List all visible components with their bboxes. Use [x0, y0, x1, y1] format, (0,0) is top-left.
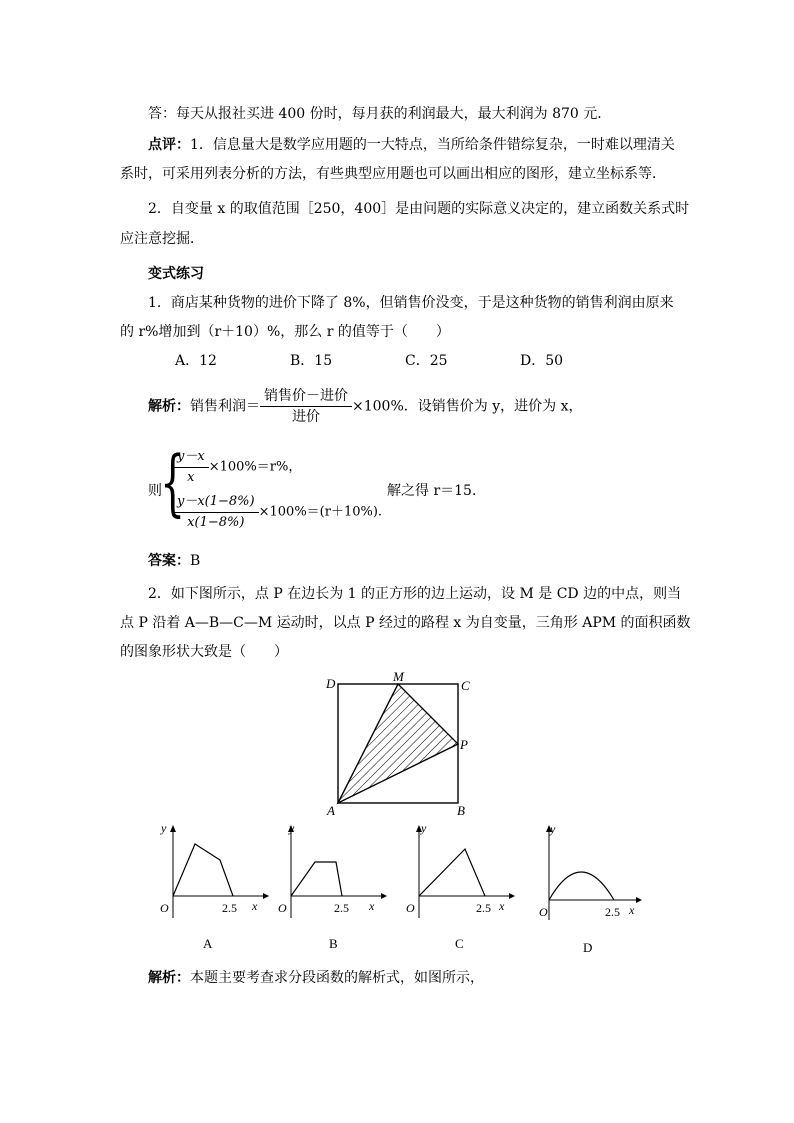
q2-stem-c: 的图象形状大致是（ ）	[120, 644, 288, 660]
triangle-apm	[338, 684, 458, 803]
q1-answer	[148, 551, 200, 571]
graph-c-label: C	[455, 936, 464, 951]
answer-value: B	[190, 553, 201, 569]
q2-stem-a: 2．如下图所示，点 P 在边长为 1 的正方形的边上运动，设 M 是 CD 边的中点，则当	[148, 586, 682, 602]
graph-b-label: B	[329, 936, 338, 951]
graph-c	[398, 820, 523, 960]
label-m: M	[393, 669, 404, 684]
graph-c-x: x	[499, 899, 505, 913]
graph-a-x: x	[252, 899, 258, 913]
graph-d-y: y	[550, 822, 556, 836]
graph-c-curve	[419, 849, 485, 896]
comment-paragraph-1b: 系时，可采用列表分析的方法，有些典型应用题也可以画出相应的图形，建立坐标系等．	[120, 166, 666, 182]
solve-text: 解之得 r＝15．	[387, 483, 486, 499]
comment-p1a-text: 1．信息量大是数学应用题的一大特点，当所给条件错综复杂，一时难以理清关	[190, 137, 675, 153]
graph-a-curve	[173, 844, 233, 896]
graph-a	[148, 820, 273, 960]
profit-fraction	[260, 386, 352, 427]
graph-b-x: x	[369, 899, 375, 913]
q1-options	[175, 351, 635, 371]
eq2-rest: ×100%＝(r＋10%).	[258, 504, 383, 520]
answer-line: 答：每天从报社买进 400 份时，每月获的利润最大，最大利润为 870 元．	[148, 106, 612, 122]
label-b: B	[457, 803, 465, 818]
q1-analysis-prefix: 销售利润＝	[190, 398, 260, 415]
graph-c-o: O	[406, 901, 415, 915]
graph-d-curve	[549, 872, 614, 900]
q2-analysis-label: 解析：	[148, 970, 190, 986]
comment-label: 点评：	[148, 137, 190, 153]
graph-c-tick: 2.5	[476, 901, 491, 915]
q1-stem-b: 的 r%增加到（r＋10）%，那么 r 的值等于（ ）	[120, 324, 450, 340]
system-brace: {	[160, 440, 186, 524]
equation-1	[173, 447, 301, 488]
eq1-rest: ×100%＝r%，	[208, 459, 302, 475]
q1-analysis	[148, 386, 582, 427]
profit-fraction-denominator: 进价	[292, 409, 320, 425]
graph-d-x: x	[629, 903, 635, 917]
answer-label: 答案：	[148, 553, 190, 569]
graph-a-tick: 2.5	[222, 901, 237, 915]
equation-ze: 则	[148, 483, 162, 499]
graph-b	[273, 820, 398, 960]
q1-analysis-label: 解析：	[148, 398, 190, 415]
profit-fraction-numerator: 销售价－进价	[260, 386, 352, 407]
graph-a-y: y	[161, 821, 167, 835]
section-title: 变式练习	[148, 266, 204, 282]
label-d: D	[326, 676, 336, 691]
q1-stem-a: 1．商店某种货物的进价下降了 8%，但销售价没变，于是这种货物的销售利润由原来	[148, 295, 674, 311]
q1-option-b: B．15	[290, 353, 333, 369]
graph-b-y: y	[289, 821, 295, 835]
comment-paragraph-1a	[148, 135, 675, 155]
graph-a-o: O	[160, 901, 169, 915]
label-p: P	[460, 737, 468, 752]
q2-analysis	[148, 968, 484, 988]
equation-2	[173, 492, 382, 533]
label-c: C	[461, 678, 470, 693]
eq2-denominator: x(1−8%)	[187, 515, 245, 530]
eq1-denominator: x	[187, 470, 195, 485]
graph-d-o: O	[539, 905, 548, 919]
eq2-fraction	[173, 492, 259, 533]
q1-option-c: C．25	[405, 353, 448, 369]
graph-d-tick: 2.5	[605, 905, 620, 919]
eq1-fraction	[173, 447, 209, 488]
comment-paragraph-2a: 2．自变量 x 的取值范围［250，400］是由问题的实际意义决定的，建立函数关系式时	[148, 201, 690, 217]
q1-option-a: A．12	[175, 353, 217, 369]
q2-stem-b: 点 P 沿着 A—B—C—M 运动时，以点 P 经过的路程 x 为自变量，三角形 APM 的面积函数	[120, 615, 691, 631]
q2-analysis-text: 本题主要考查求分段函数的解析式，如图所示，	[190, 970, 484, 986]
eq2-numerator: y－x(1−8%)	[173, 492, 259, 513]
label-a: A	[327, 803, 335, 818]
graph-c-y: y	[421, 821, 427, 835]
square-figure	[310, 668, 480, 820]
q1-option-d: D．50	[520, 353, 564, 369]
graph-d-label: D	[583, 940, 593, 955]
eq1-numerator: y－x	[173, 447, 209, 468]
graph-a-label: A	[203, 936, 213, 951]
graph-b-curve	[291, 862, 342, 896]
comment-paragraph-2b: 应注意挖掘．	[120, 231, 204, 247]
graph-b-tick: 2.5	[334, 901, 349, 915]
graph-d	[523, 820, 648, 960]
graph-b-o: O	[278, 901, 287, 915]
q1-analysis-suffix: ×100%．设销售价为 y，进价为 x，	[352, 398, 583, 415]
